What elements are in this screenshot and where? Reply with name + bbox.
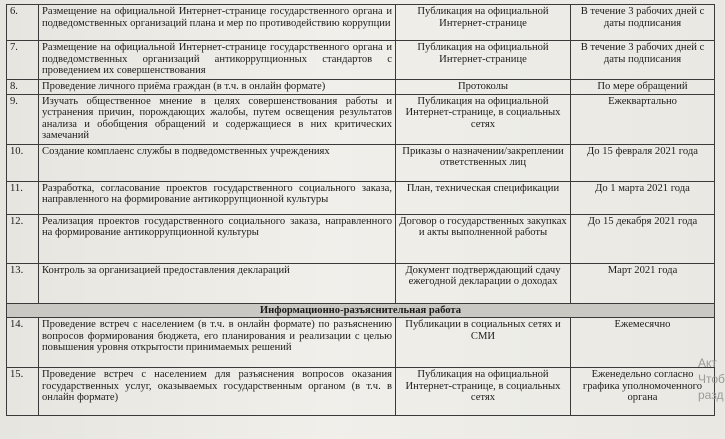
row-number: 8. <box>7 80 39 95</box>
row-number: 10. <box>7 144 39 181</box>
table-row <box>7 263 715 303</box>
term-cell: Еженедельно согласно графика уполномоченного органа <box>571 368 715 416</box>
result-cell: Публикации в социальных сетях и СМИ <box>396 318 571 368</box>
section-title: Информационно-разъяснительная работа <box>7 303 715 318</box>
result-cell: Документ подтверждающий сдачу ежегодной декларации о доходах <box>396 263 571 303</box>
term-cell: В течение 3 рабочих дней с даты подписания <box>571 5 715 41</box>
table-row <box>7 214 715 263</box>
row-number: 7. <box>7 41 39 80</box>
term-cell: До 15 декабря 2021 года <box>571 214 715 263</box>
result-cell: Приказы о назначении/закреплении ответственных лиц <box>396 144 571 181</box>
activity-cell: Создание комплаенс службы в подведомственных учреждениях <box>39 144 396 181</box>
result-cell: План, техническая спецификации <box>396 181 571 214</box>
section-row <box>7 303 715 318</box>
table-row <box>7 5 715 41</box>
row-number: 13. <box>7 263 39 303</box>
term-cell: До 15 февраля 2021 года <box>571 144 715 181</box>
term-cell: В течение 3 рабочих дней с даты подписания <box>571 41 715 80</box>
activity-cell: Изучать общественное мнение в целях совершенствования работы и устранения причин, порождающих жалобы, путем освещения результатов анализа и обобщения обращений и содержащиеся в них критических замечаний <box>39 94 396 144</box>
row-number: 11. <box>7 181 39 214</box>
table-row <box>7 144 715 181</box>
result-cell: Публикация на официальной Интернет-странице <box>396 41 571 80</box>
table-row <box>7 181 715 214</box>
activity-cell: Разработка, согласование проектов государственного социального заказа, направленного на формирование антикоррупционной культуры <box>39 181 396 214</box>
table-row <box>7 318 715 368</box>
activity-cell: Контроль за организацией предоставления деклараций <box>39 263 396 303</box>
activity-cell: Проведение личного приёма граждан (в т.ч. в онлайн формате) <box>39 80 396 95</box>
table-row <box>7 80 715 95</box>
result-cell: Публикация на официальной Интернет-странице, в социальных сетях <box>396 94 571 144</box>
watermark-text: разд <box>698 388 724 402</box>
activity-cell: Реализация проектов государственного социального заказа, направленного на формирование антикоррупционной культуры <box>39 214 396 263</box>
term-cell: Ежеквартально <box>571 94 715 144</box>
row-number: 15. <box>7 368 39 416</box>
activity-cell: Размещение на официальной Интернет-странице государственного органа и подведомственных организаций плана и мер по противодействию коррупции <box>39 5 396 41</box>
result-cell: Публикация на официальной Интернет-странице, в социальных сетях <box>396 368 571 416</box>
term-cell: По мере обращений <box>571 80 715 95</box>
term-cell: Ежемесячно <box>571 318 715 368</box>
watermark-text: Акт <box>698 356 717 370</box>
term-cell: Март 2021 года <box>571 263 715 303</box>
activity-cell: Размещение на официальной Интернет-странице государственного органа и подведомственных организаций антикоррупционных стандартов с проведением их совершенствования <box>39 41 396 80</box>
result-cell: Публикация на официальной Интернет-странице <box>396 5 571 41</box>
activity-cell: Проведение встреч с населением для разъяснения вопросов оказания государственных услуг, оказываемых государственным органом (в т.ч. в онлайн формате) <box>39 368 396 416</box>
row-number: 12. <box>7 214 39 263</box>
table-row <box>7 94 715 144</box>
term-cell: До 1 марта 2021 года <box>571 181 715 214</box>
activity-cell: Проведение встреч с населением (в т.ч. в онлайн формате) по разъяснению вопросов формирования бюджета, его планирования и реализации с целью повышения уровня открытости принимаемых решений <box>39 318 396 368</box>
row-number: 9. <box>7 94 39 144</box>
result-cell: Протоколы <box>396 80 571 95</box>
row-number: 14. <box>7 318 39 368</box>
result-cell: Договор о государственных закупках и акты выполненной работы <box>396 214 571 263</box>
table-row <box>7 368 715 416</box>
row-number: 6. <box>7 5 39 41</box>
action-plan-table <box>6 4 715 416</box>
table-row <box>7 41 715 80</box>
watermark-text: Чтоб <box>698 372 725 386</box>
